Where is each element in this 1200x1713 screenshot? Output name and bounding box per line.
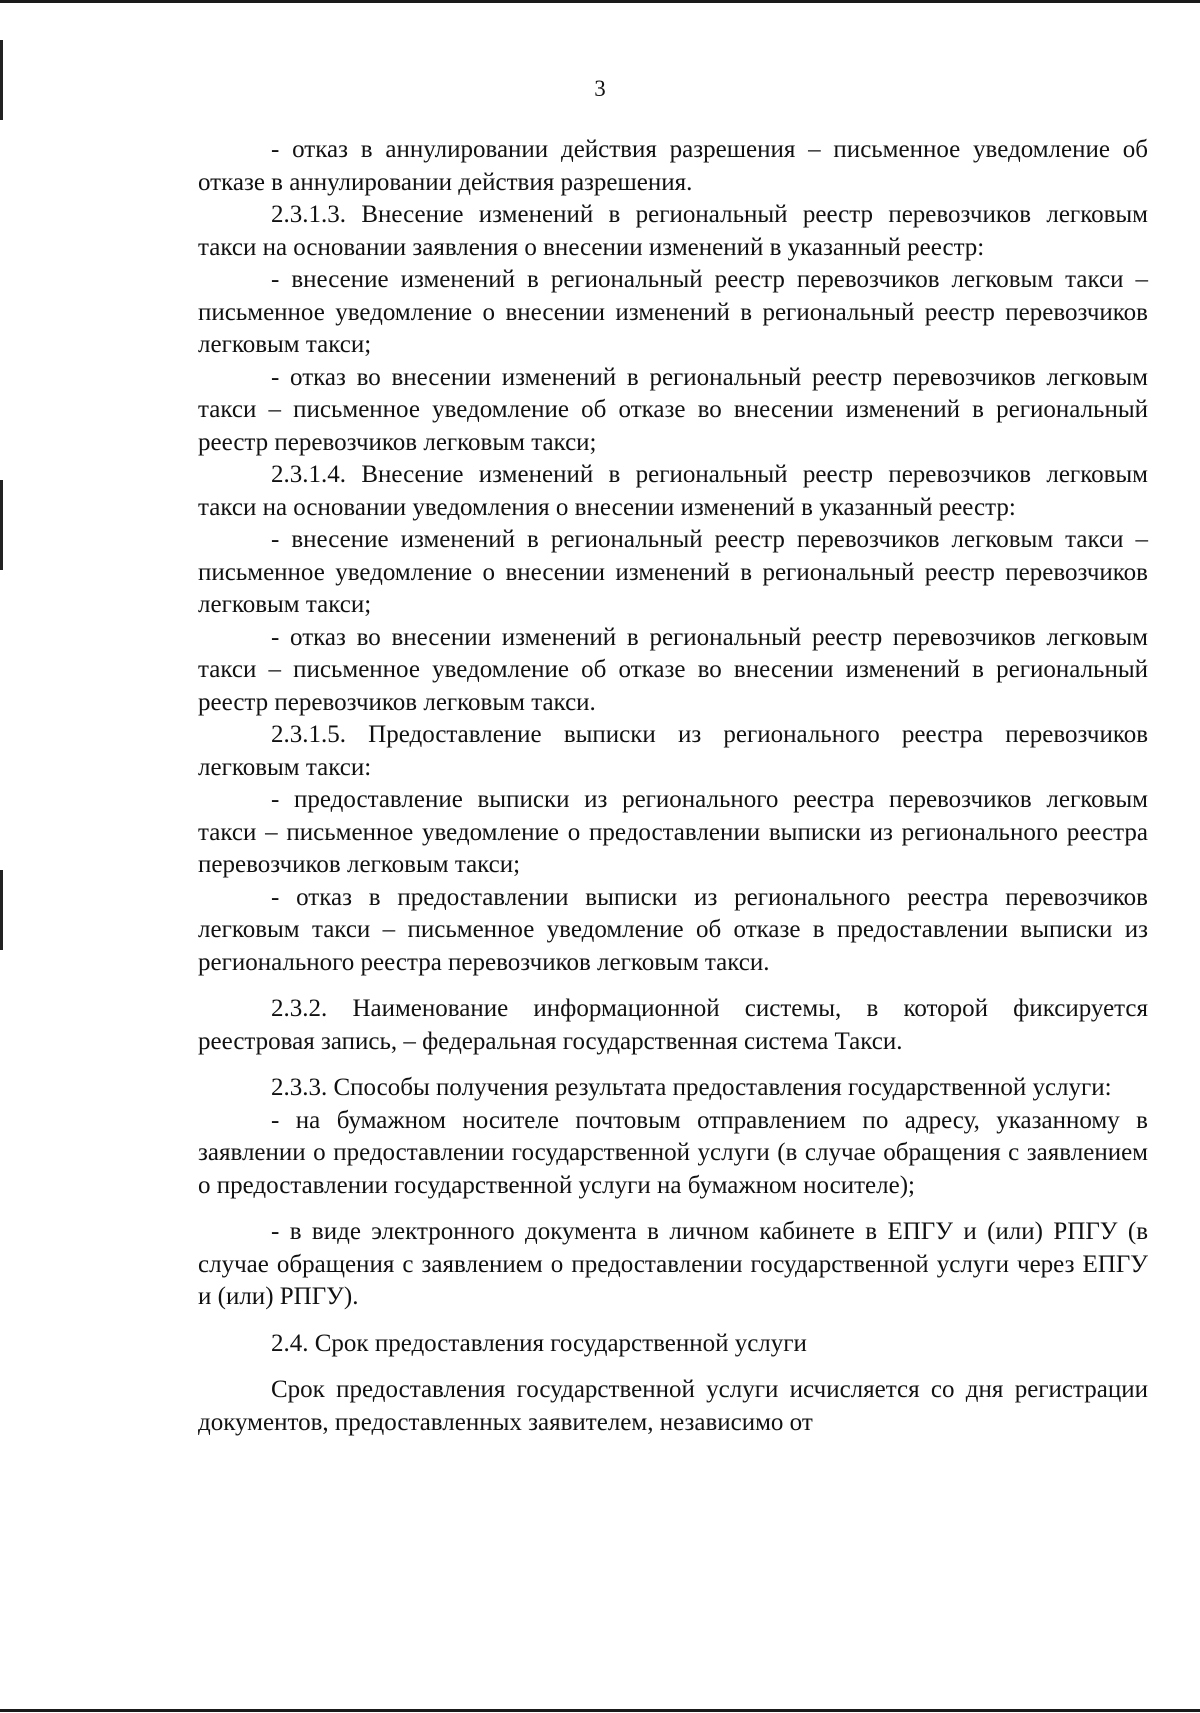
- paragraph: 2.3.2. Наименование информационной системы, в которой фиксируется реестровая запись, – федеральная государственная система Такси.: [198, 995, 1148, 1055]
- scan-left-edge-mark: [0, 870, 3, 950]
- paragraph: 2.3.1.5. Предоставление выписки из регионального реестра перевозчиков легковым такси:: [198, 721, 1148, 781]
- paragraph: - внесение изменений в региональный реестр перевозчиков легковым такси – письменное уведомление о внесении изменений в региональный реестр перевозчиков легковым такси;: [198, 526, 1148, 618]
- paragraph: - на бумажном носителе почтовым отправлением по адресу, указанному в заявлении о предоставлении государственной услуги (в случае обращения с заявлением о предоставлении государственной услуги на бумажном носителе);: [198, 1106, 1148, 1199]
- paragraph: - отказ в предоставлении выписки из регионального реестра перевозчиков легковым такси – письменное уведомление об отказе в предоставлении выписки из регионального реестра перевозчиков легковым такси.: [198, 883, 1148, 976]
- paragraph: - отказ во внесении изменений в региональный реестр перевозчиков легковым такси – письменное уведомление об отказе во внесении изменений в региональный реестр перевозчиков легковым такси.: [198, 623, 1148, 716]
- section-heading: 2.4. Срок предоставления государственной услуги: [271, 1329, 807, 1357]
- paragraph: - предоставление выписки из регионального реестра перевозчиков легковым такси – письменное уведомление о предоставлении выписки из регионального реестра перевозчиков легковым такси;: [198, 786, 1148, 878]
- scan-top-edge: [0, 0, 1200, 3]
- paragraph: - внесение изменений в региональный реестр перевозчиков легковым такси – письменное уведомление о внесении изменений в региональный реестр перевозчиков легковым такси;: [198, 266, 1148, 358]
- scan-left-edge-mark: [0, 480, 3, 570]
- paragraph: - отказ во внесении изменений в региональный реестр перевозчиков легковым такси – письменное уведомление об отказе во внесении изменений в региональный реестр перевозчиков легковым такси;: [198, 363, 1148, 456]
- paragraph: 2.3.1.3. Внесение изменений в региональный реестр перевозчиков легковым такси на основании заявления о внесении изменений в указанный реестр:: [198, 201, 1148, 261]
- paragraph: - отказ в аннулировании действия разрешения – письменное уведомление об отказе в аннулировании действия разрешения.: [198, 136, 1148, 196]
- paragraph: 2.3.1.4. Внесение изменений в региональный реестр перевозчиков легковым такси на основании уведомления о внесении изменений в указанный реестр:: [198, 461, 1148, 521]
- paragraph: Срок предоставления государственной услуги исчисляется со дня регистрации документов, предоставленных заявителем, независимо от: [198, 1376, 1148, 1436]
- scan-bottom-edge: [0, 1709, 1200, 1712]
- paragraph: 2.3.3. Способы получения результата предоставления государственной услуги:: [271, 1074, 1112, 1101]
- document-body: [198, 134, 1148, 1439]
- page-number: 3: [594, 76, 606, 101]
- paragraph: - в виде электронного документа в личном кабинете в ЕПГУ и (или) РПГУ (в случае обращения с заявлением о предоставлении государственной услуги через ЕПГУ и (или) РПГУ).: [198, 1218, 1148, 1310]
